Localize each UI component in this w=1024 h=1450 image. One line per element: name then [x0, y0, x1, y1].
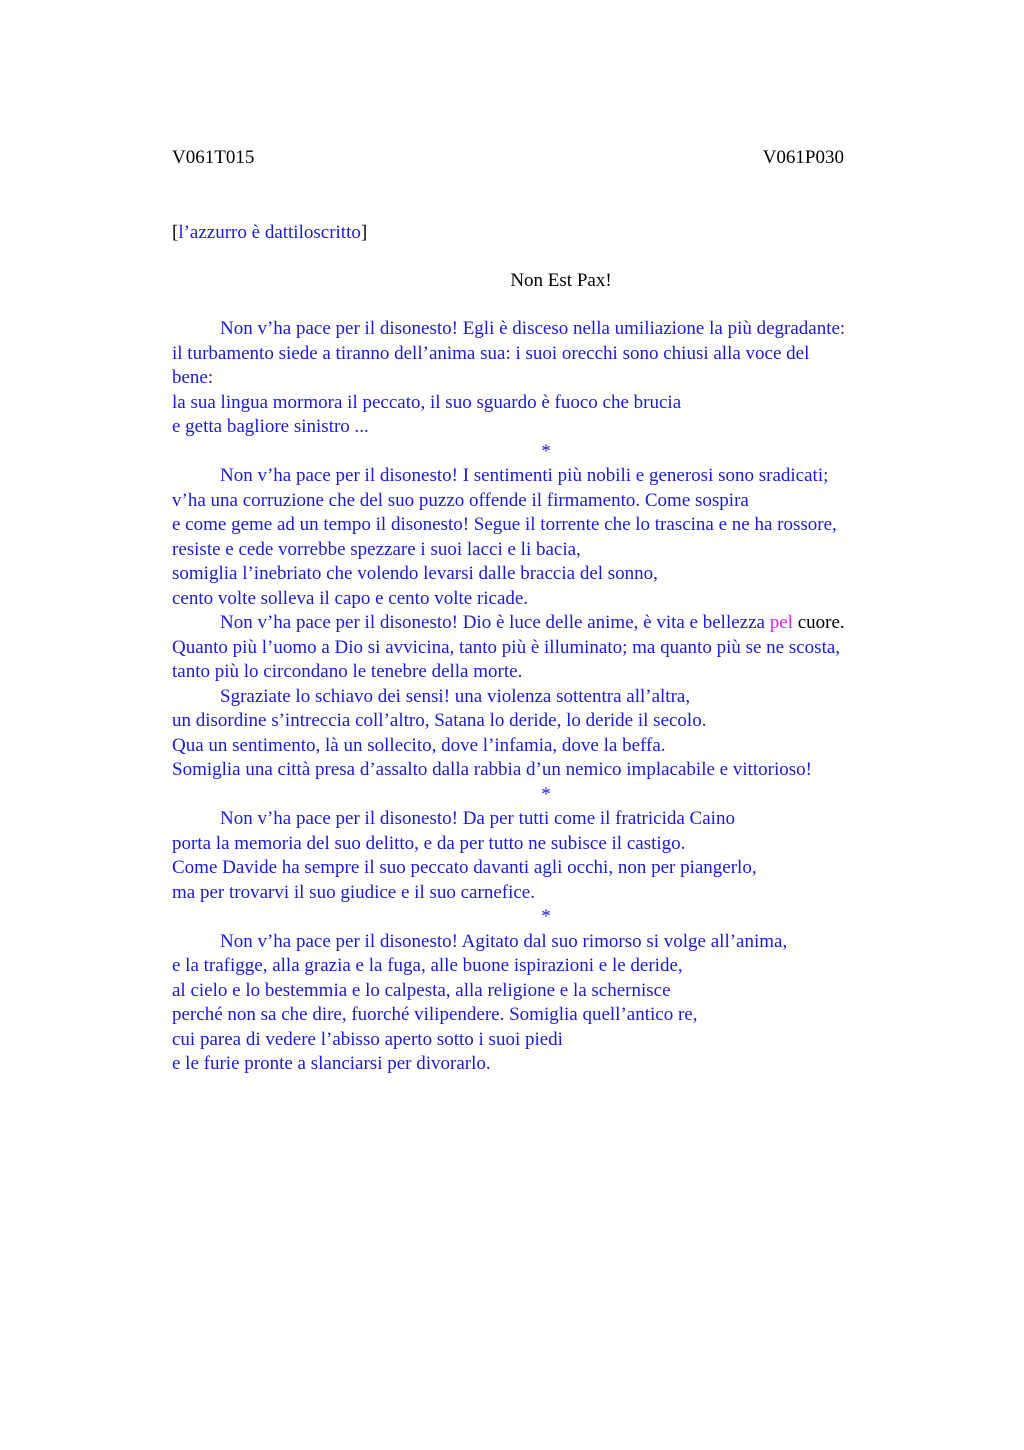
poem-line: Non v’ha pace per il disonesto! I sentimenti più nobili e generosi sono sradicati;	[220, 465, 829, 486]
typed-text: Non v’ha pace per il disonesto! Dio è luce delle anime, è vita e bellezza	[220, 612, 770, 633]
section-separator: *	[541, 783, 551, 805]
poem-line-mixed	[172, 611, 912, 636]
poem-line: ma per trovarvi il suo giudice e il suo carnefice.	[172, 881, 535, 903]
poem-line: e getta bagliore sinistro ...	[172, 416, 369, 437]
poem-line: Non v’ha pace per il disonesto! Egli è disceso nella umiliazione la più degradante:	[220, 318, 846, 339]
poem-line: Sgraziate lo schiavo dei sensi! una violenza sottentra all’altra,	[220, 685, 691, 707]
poem-line: cento volte solleva il capo e cento volte ricade.	[172, 587, 529, 609]
page-title: Non Est Pax!	[510, 270, 612, 291]
poem-line: resiste e cede vorrebbe spezzare i suoi lacci e li bacia,	[172, 538, 581, 560]
poem-line: Non v’ha pace per il disonesto! Da per tutti come il fratricida Caino	[220, 808, 735, 829]
poem-line: al cielo e lo bestemmia e lo calpesta, alla religione e la schernisce	[172, 979, 671, 1001]
poem-line: il turbamento siede a tiranno dell’anima sua: i suoi orecchi sono chiusi alla voce del	[172, 342, 810, 364]
poem-line: e la trafigge, alla grazia e la fuga, alle buone ispirazioni e le deride,	[172, 955, 683, 976]
section-separator: *	[541, 440, 551, 462]
poem-line: e come geme ad un tempo il disonesto! Segue il torrente che lo trascina e ne ha rossore,	[172, 514, 837, 535]
poem-line: porta la memoria del suo delitto, e da per tutto ne subisce il castigo.	[172, 832, 686, 854]
poem-line: Somiglia una città presa d’assalto dalla rabbia d’un nemico implacabile e vittorioso!	[172, 759, 812, 780]
section-separator: *	[541, 906, 551, 927]
poem-body	[172, 317, 912, 1077]
page-header	[172, 146, 844, 171]
handwritten-insertion: pel	[769, 612, 793, 633]
poem-line: bene:	[172, 367, 214, 388]
poem-line: Quanto più l’uomo a Dio si avvicina, tanto più è illuminato; ma quanto più se ne scosta,	[172, 636, 841, 658]
poem-line: e le furie pronte a slanciarsi per divorarlo.	[172, 1053, 491, 1074]
poem-line: cui parea di vedere l’abisso aperto sotto i suoi piedi	[172, 1028, 563, 1050]
note-text: l’azzurro è dattiloscritto	[178, 222, 361, 243]
poem-line: Non v’ha pace per il disonesto! Agitato dal suo rimorso si volge all’anima,	[220, 930, 788, 952]
note-open-bracket: [	[172, 222, 179, 243]
editorial-note	[172, 221, 367, 246]
poem-line: Qua un sentimento, là un sollecito, dove l’infamia, dove la beffa.	[172, 734, 666, 756]
note-close-bracket: ]	[360, 222, 368, 243]
poem-line: v’ha una corruzione che del suo puzzo offende il firmamento. Come sospira	[172, 489, 749, 511]
poem-line: tanto più lo circondano le tenebre della morte.	[172, 661, 523, 682]
document-code-left: V061T015	[172, 147, 255, 168]
poem-line: somiglia l’inebriato che volendo levarsi dalle braccia del sonno,	[172, 563, 658, 584]
poem-line: un disordine s’intreccia coll’altro, Satana lo deride, lo deride il secolo.	[172, 710, 707, 731]
document-code-right: V061P030	[762, 147, 844, 168]
poem-line: perché non sa che dire, fuorché vilipendere. Somiglia quell’antico re,	[172, 1004, 698, 1025]
poem-line: Come Davide ha sempre il suo peccato davanti agli occhi, non per piangerlo,	[172, 857, 757, 878]
poem-line: la sua lingua mormora il peccato, il suo sguardo è fuoco che brucia	[172, 391, 682, 413]
plain-text: cuore.	[792, 612, 845, 633]
